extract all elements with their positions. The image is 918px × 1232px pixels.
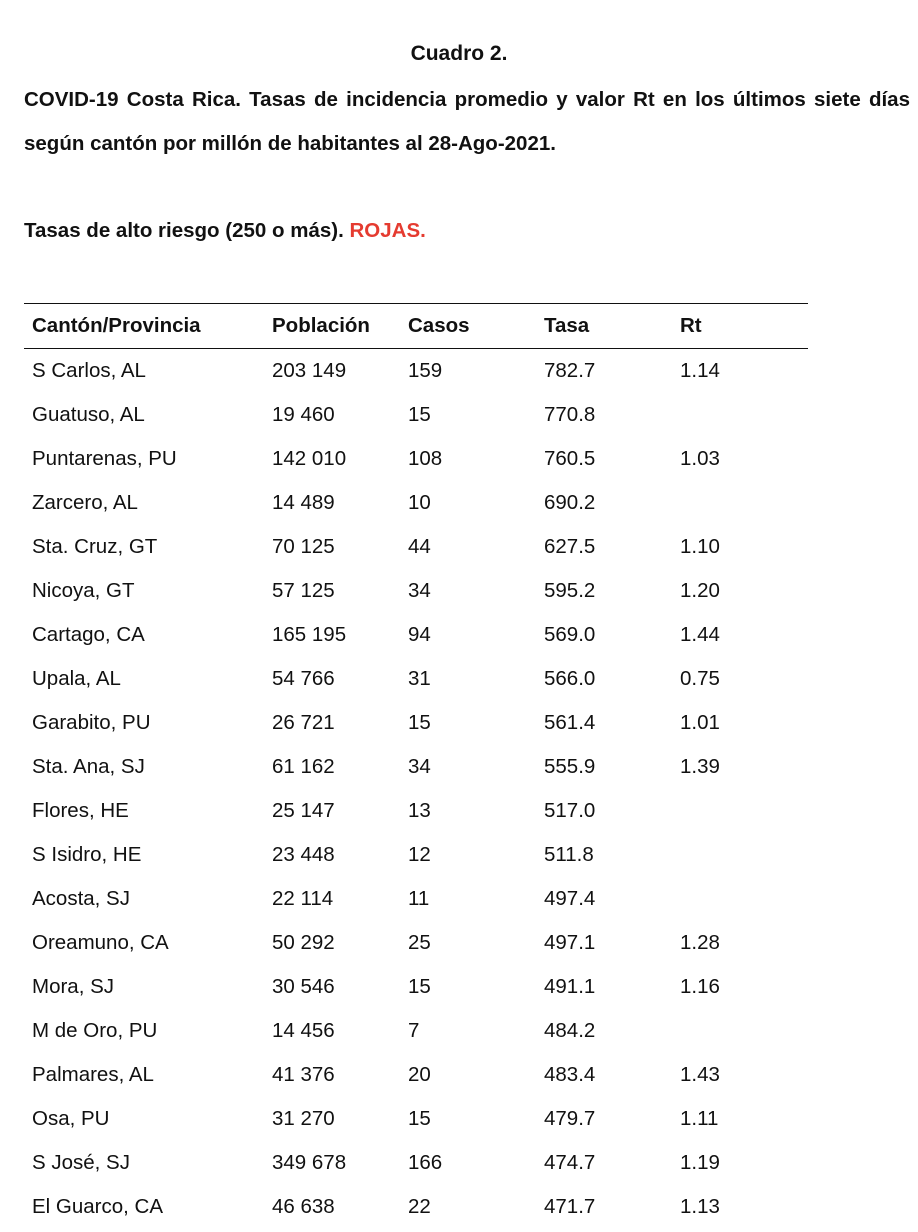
table-row xyxy=(24,877,808,921)
table-row xyxy=(24,1053,808,1097)
table-row xyxy=(24,569,808,613)
cell-poblacion: 61 162 xyxy=(272,755,335,778)
cell-casos: 10 xyxy=(408,491,431,514)
cell-tasa: 497.4 xyxy=(544,887,596,910)
cell-casos: 31 xyxy=(408,667,431,690)
cell-canton: M de Oro, PU xyxy=(32,1019,158,1042)
cell-canton: Puntarenas, PU xyxy=(32,447,177,470)
cell-tasa: 517.0 xyxy=(544,799,596,822)
document-title-line-1: COVID-19 Costa Rica. Tasas de incidencia promedio y valor Rt en los últimos siete días xyxy=(24,88,910,111)
cell-poblacion: 349 678 xyxy=(272,1151,347,1174)
cell-tasa: 627.5 xyxy=(544,535,596,558)
cell-canton: S José, SJ xyxy=(32,1151,130,1174)
cell-canton: S Carlos, AL xyxy=(32,359,146,382)
cell-tasa: 561.4 xyxy=(544,711,596,734)
cell-casos: 15 xyxy=(408,1107,431,1130)
cell-canton: S Isidro, HE xyxy=(32,843,142,866)
cell-canton: Garabito, PU xyxy=(32,711,151,734)
cell-casos: 44 xyxy=(408,535,431,558)
cell-tasa: 483.4 xyxy=(544,1063,596,1086)
table-header xyxy=(24,304,808,349)
cell-poblacion: 41 376 xyxy=(272,1063,335,1086)
cell-rt: 1.16 xyxy=(680,975,720,998)
cell-rt: 1.01 xyxy=(680,711,720,734)
cell-casos: 20 xyxy=(408,1063,431,1086)
cell-rt: 1.14 xyxy=(680,359,720,382)
cell-poblacion: 203 149 xyxy=(272,359,347,382)
cell-casos: 166 xyxy=(408,1151,443,1174)
cell-canton: El Guarco, CA xyxy=(32,1195,164,1218)
cell-poblacion: 70 125 xyxy=(272,535,335,558)
cell-poblacion: 23 448 xyxy=(272,843,335,866)
column-header-rt: Rt xyxy=(680,304,808,349)
cell-canton: Palmares, AL xyxy=(32,1063,154,1086)
cell-casos: 15 xyxy=(408,975,431,998)
cell-rt: 1.43 xyxy=(680,1063,720,1086)
table-row xyxy=(24,789,808,833)
cell-canton: Sta. Ana, SJ xyxy=(32,755,145,778)
cell-rt xyxy=(680,393,808,437)
cell-rt: 1.19 xyxy=(680,1151,720,1174)
cell-casos: 13 xyxy=(408,799,431,822)
table-header-row xyxy=(24,304,808,349)
table-number-heading: Cuadro 2. xyxy=(410,42,508,65)
cell-canton: Cartago, CA xyxy=(32,623,145,646)
cell-rt xyxy=(680,1009,808,1053)
cell-tasa: 760.5 xyxy=(544,447,596,470)
cell-rt: 1.28 xyxy=(680,931,720,954)
cell-casos: 11 xyxy=(408,887,430,910)
table-row xyxy=(24,921,808,965)
table-row xyxy=(24,1141,808,1185)
table-row xyxy=(24,437,808,481)
table-row xyxy=(24,745,808,789)
table-row xyxy=(24,481,808,525)
cell-poblacion: 25 147 xyxy=(272,799,335,822)
cell-rt: 1.39 xyxy=(680,755,720,778)
cell-tasa: 566.0 xyxy=(544,667,596,690)
table-row xyxy=(24,525,808,569)
cell-tasa: 595.2 xyxy=(544,579,596,602)
cell-casos: 94 xyxy=(408,623,431,646)
cell-casos: 159 xyxy=(408,359,443,382)
table-row xyxy=(24,657,808,701)
cell-tasa: 497.1 xyxy=(544,931,596,954)
cell-canton: Oreamuno, CA xyxy=(32,931,169,954)
cell-tasa: 474.7 xyxy=(544,1151,596,1174)
cell-rt: 1.20 xyxy=(680,579,720,602)
cell-casos: 34 xyxy=(408,755,431,778)
cell-tasa: 555.9 xyxy=(544,755,596,778)
cell-casos: 15 xyxy=(408,711,431,734)
cell-rt: 1.44 xyxy=(680,623,720,646)
table-row xyxy=(24,349,808,394)
incidence-table xyxy=(24,303,808,1229)
risk-threshold-text: Tasas de alto riesgo (250 o más). xyxy=(24,219,344,242)
cell-poblacion: 30 546 xyxy=(272,975,335,998)
cell-poblacion: 46 638 xyxy=(272,1195,335,1218)
cell-poblacion: 50 292 xyxy=(272,931,335,954)
cell-tasa: 690.2 xyxy=(544,491,596,514)
cell-canton: Nicoya, GT xyxy=(32,579,135,602)
cell-rt: 1.03 xyxy=(680,447,720,470)
cell-canton: Flores, HE xyxy=(32,799,129,822)
cell-poblacion: 14 456 xyxy=(272,1019,335,1042)
cell-rt: 1.13 xyxy=(680,1195,720,1218)
cell-canton: Guatuso, AL xyxy=(32,403,145,426)
cell-casos: 108 xyxy=(408,447,443,470)
table-body xyxy=(24,349,808,1230)
risk-threshold-note xyxy=(24,219,426,243)
cell-casos: 34 xyxy=(408,579,431,602)
cell-rt xyxy=(680,789,808,833)
column-header-tasa: Tasa xyxy=(544,304,680,349)
cell-casos: 15 xyxy=(408,403,431,426)
cell-poblacion: 57 125 xyxy=(272,579,335,602)
cell-tasa: 569.0 xyxy=(544,623,596,646)
table-row xyxy=(24,613,808,657)
cell-tasa: 511.8 xyxy=(544,843,594,866)
table-row xyxy=(24,1009,808,1053)
cell-poblacion: 165 195 xyxy=(272,623,347,646)
cell-canton: Acosta, SJ xyxy=(32,887,130,910)
cell-rt: 1.11 xyxy=(680,1107,719,1130)
cell-tasa: 491.1 xyxy=(544,975,596,998)
cell-rt xyxy=(680,877,808,921)
cell-casos: 12 xyxy=(408,843,431,866)
cell-canton: Zarcero, AL xyxy=(32,491,138,514)
cell-casos: 7 xyxy=(408,1019,420,1042)
cell-tasa: 484.2 xyxy=(544,1019,596,1042)
column-header-poblacion: Población xyxy=(272,304,408,349)
cell-canton: Upala, AL xyxy=(32,667,121,690)
column-header-casos: Casos xyxy=(408,304,544,349)
table-row xyxy=(24,393,808,437)
cell-poblacion: 142 010 xyxy=(272,447,347,470)
cell-tasa: 782.7 xyxy=(544,359,596,382)
cell-poblacion: 26 721 xyxy=(272,711,335,734)
column-header-canton: Cantón/Provincia xyxy=(24,304,272,349)
cell-rt: 0.75 xyxy=(680,667,720,690)
risk-color-label: ROJAS. xyxy=(349,219,426,242)
cell-tasa: 471.7 xyxy=(544,1195,596,1218)
cell-poblacion: 22 114 xyxy=(272,887,334,910)
table-row xyxy=(24,701,808,745)
cell-canton: Mora, SJ xyxy=(32,975,115,998)
table-row xyxy=(24,1097,808,1141)
cell-poblacion: 31 270 xyxy=(272,1107,335,1130)
document-title-line-2: según cantón por millón de habitantes al 28-Ago-2021. xyxy=(24,132,556,155)
cell-tasa: 770.8 xyxy=(544,403,596,426)
cell-poblacion: 14 489 xyxy=(272,491,335,514)
cell-casos: 22 xyxy=(408,1195,431,1218)
cell-canton: Osa, PU xyxy=(32,1107,110,1130)
table-row xyxy=(24,965,808,1009)
cell-casos: 25 xyxy=(408,931,431,954)
cell-poblacion: 54 766 xyxy=(272,667,335,690)
cell-canton: Sta. Cruz, GT xyxy=(32,535,158,558)
table-row xyxy=(24,1185,808,1229)
table-row xyxy=(24,833,808,877)
cell-rt: 1.10 xyxy=(680,535,720,558)
cell-rt xyxy=(680,833,808,877)
cell-rt xyxy=(680,481,808,525)
cell-tasa: 479.7 xyxy=(544,1107,596,1130)
cell-poblacion: 19 460 xyxy=(272,403,335,426)
